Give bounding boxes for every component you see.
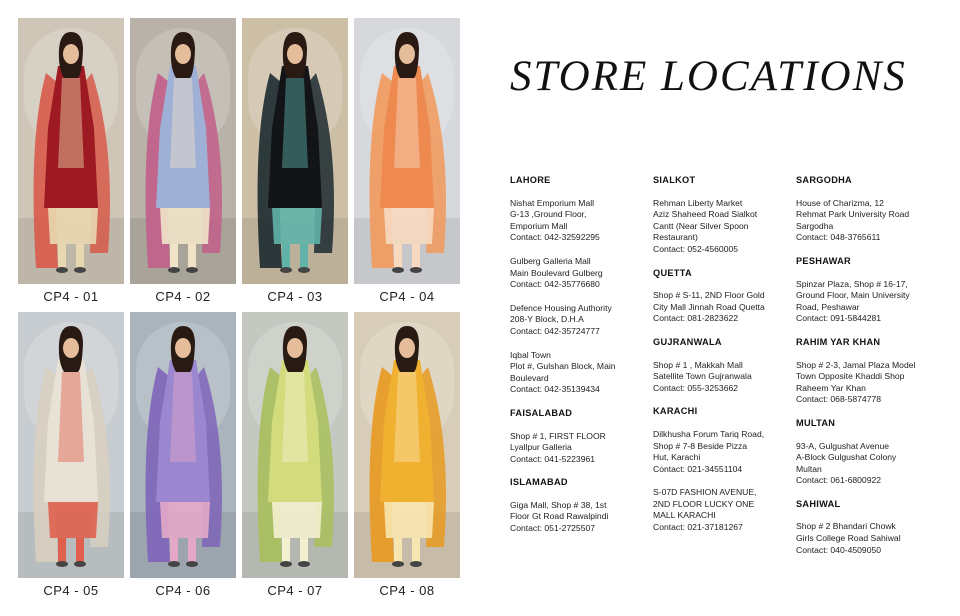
store-contact[interactable]: Contact: 041-5223961 [510, 453, 596, 464]
store-address-line: 208-Y Block, D.H.A [510, 314, 584, 325]
locations-column-2 [653, 175, 793, 546]
city-block [796, 175, 936, 244]
product-card[interactable] [354, 18, 460, 304]
store-address-line: Giga Mall, Shop # 38, 1st [510, 499, 607, 510]
city-block [653, 268, 793, 325]
product-photo[interactable] [242, 18, 348, 284]
city-block [796, 256, 936, 325]
product-photo[interactable] [130, 18, 236, 284]
product-code-label: CP4 - 02 [155, 289, 211, 304]
store-contact[interactable]: Contact: 091-5844281 [796, 313, 882, 324]
store-address-line: Road, Peshawar [796, 301, 860, 312]
product-photo[interactable] [242, 312, 348, 578]
store-contact[interactable]: Contact: 021-34551104 [653, 463, 743, 474]
store-contact[interactable]: Contact: 042-35724777 [510, 325, 600, 336]
store-address-line: Satellite Town Gujranwala [653, 371, 752, 382]
store-address-line: Boulevard [510, 372, 549, 383]
store-address [653, 290, 793, 325]
store-address-line: Hut, Karachi [653, 452, 701, 463]
store-address-line: Restaurant) [653, 232, 698, 243]
store-address-line: A-Block Gulgushat Colony [796, 452, 897, 463]
store-address [510, 198, 650, 244]
store-address [510, 431, 650, 466]
city-heading: QUETTA [653, 267, 692, 278]
store-address-line: Rehmat Park University Road [796, 209, 910, 220]
store-contact[interactable]: Contact: 042-35776680 [510, 279, 600, 290]
product-code-label: CP4 - 08 [379, 583, 435, 598]
store-address-line: Defence Housing Authority [510, 302, 612, 313]
store-contact[interactable]: Contact: 048-3765611 [796, 232, 881, 243]
store-address-line: Dilkhusha Forum Tariq Road, [653, 428, 765, 439]
locations-column-3 [796, 175, 936, 568]
store-address-line: Ground Floor, Main University [796, 290, 910, 301]
store-address-line: Town Opposite Khaddi Shop [796, 371, 905, 382]
store-address-line: Main Boulevard Gulberg [510, 267, 603, 278]
product-photo[interactable] [18, 18, 124, 284]
store-address-line: Girls College Road Sahiwal [796, 533, 901, 544]
store-address-line: Shop # 1 , Makkah Mall [653, 359, 743, 370]
store-address [796, 279, 936, 325]
product-card[interactable] [242, 312, 348, 598]
city-heading: PESHAWAR [796, 255, 851, 266]
city-heading: FAISALABAD [510, 407, 573, 418]
city-heading: KARACHI [653, 406, 698, 417]
product-photo[interactable] [354, 312, 460, 578]
store-contact[interactable]: Contact: 021-37181267 [653, 522, 743, 533]
store-address-line: Cantt (Near Silver Spoon [653, 220, 749, 231]
city-block [510, 408, 650, 465]
city-block [510, 175, 650, 396]
product-photo[interactable] [130, 312, 236, 578]
store-address-line: Iqbal Town [510, 349, 551, 360]
city-heading: SARGODHA [796, 175, 852, 185]
store-address [653, 487, 793, 533]
store-contact[interactable]: Contact: 042-32592295 [510, 232, 600, 243]
store-address-line: MALL KARACHI [653, 510, 716, 521]
store-contact[interactable]: Contact: 040-4509050 [796, 544, 882, 555]
store-address-line: 2ND FLOOR LUCKY ONE [653, 498, 755, 509]
store-contact[interactable]: Contact: 055-3253662 [653, 382, 739, 393]
page-title: STORE LOCATIONS [510, 53, 907, 100]
store-address-line: City Mall Jinnah Road Quetta [653, 301, 765, 312]
product-catalog-grid [18, 18, 462, 604]
product-card[interactable] [130, 18, 236, 304]
store-address-line: Shop # S-11, 2ND Floor Gold [653, 290, 765, 301]
product-photo[interactable] [18, 312, 124, 578]
store-contact[interactable]: Contact: 068-5874778 [796, 394, 882, 405]
city-block [510, 477, 650, 534]
product-card[interactable] [18, 312, 124, 598]
product-card[interactable] [354, 312, 460, 598]
store-address-line: G-13 ,Ground Floor, [510, 209, 587, 220]
city-heading: LAHORE [510, 175, 551, 185]
city-block [653, 406, 793, 533]
store-contact[interactable]: Contact: 052-4560005 [653, 243, 739, 254]
product-card[interactable] [242, 18, 348, 304]
store-address [510, 500, 650, 535]
product-code-label: CP4 - 05 [43, 583, 99, 598]
store-address-line: Floor Gt Road Rawalpindi [510, 511, 609, 522]
store-address-line: Sargodha [796, 220, 834, 231]
city-heading: MULTAN [796, 417, 836, 428]
store-address [796, 198, 936, 244]
store-address-line: Shop # 2 Bhandari Chowk [796, 521, 896, 532]
store-address-line: Aziz Shaheed Road Sialkot [653, 209, 758, 220]
product-card[interactable] [18, 18, 124, 304]
city-heading: GUJRANWALA [653, 336, 722, 347]
store-address-line: Lyallpur Galleria [510, 442, 572, 453]
product-photo[interactable] [354, 18, 460, 284]
store-address [510, 303, 650, 338]
store-address-line: Rehman Liberty Market [653, 197, 743, 208]
store-address-line: Emporium Mall [510, 220, 568, 231]
store-address-line: House of Charizma, 12 [796, 197, 884, 208]
store-address-line: Gulberg Galleria Mall [510, 255, 591, 266]
product-code-label: CP4 - 03 [267, 289, 323, 304]
store-contact[interactable]: Contact: 061-6800922 [796, 475, 882, 486]
store-contact[interactable]: Contact: 042-35139434 [510, 384, 600, 395]
store-address-line: Spinzar Plaza, Shop # 16-17, [796, 278, 908, 289]
city-block [796, 499, 936, 556]
city-block [796, 337, 936, 406]
product-code-label: CP4 - 04 [379, 289, 435, 304]
city-block [653, 175, 793, 256]
city-heading: ISLAMABAD [510, 477, 568, 488]
store-address-line: Multan [796, 463, 822, 474]
product-code-label: CP4 - 06 [155, 583, 211, 598]
store-address-line: Shop # 1, FIRST FLOOR [510, 430, 606, 441]
store-contact[interactable]: Contact: 081-2823622 [653, 313, 739, 324]
store-address-line: S-07D FASHION AVENUE, [653, 487, 757, 498]
store-address [796, 521, 936, 556]
locations-column-1 [510, 175, 650, 547]
store-address-line: Shop # 7-8 Beside Pizza [653, 440, 748, 451]
store-address [510, 350, 650, 396]
store-address [653, 198, 793, 256]
product-code-label: CP4 - 01 [43, 289, 99, 304]
city-heading: RAHIM YAR KHAN [796, 336, 881, 347]
store-address [510, 256, 650, 291]
city-heading: SIALKOT [653, 175, 696, 185]
store-address [796, 360, 936, 406]
store-address-line: Shop # 2-3, Jamal Plaza Model [796, 359, 916, 370]
city-block [653, 337, 793, 394]
store-address [653, 360, 793, 395]
store-address-line: Nishat Emporium Mall [510, 197, 595, 208]
store-address-line: Raheem Yar Khan [796, 382, 866, 393]
store-address [796, 441, 936, 487]
store-address-line: Plot #, Gulshan Block, Main [510, 361, 616, 372]
store-address-line: 93-A, Gulgushat Avenue [796, 440, 890, 451]
store-address [653, 429, 793, 475]
city-block [796, 418, 936, 487]
product-code-label: CP4 - 07 [267, 583, 323, 598]
product-card[interactable] [130, 312, 236, 598]
city-heading: SAHIWAL [796, 498, 841, 509]
store-contact[interactable]: Contact: 051-2725507 [510, 523, 596, 534]
